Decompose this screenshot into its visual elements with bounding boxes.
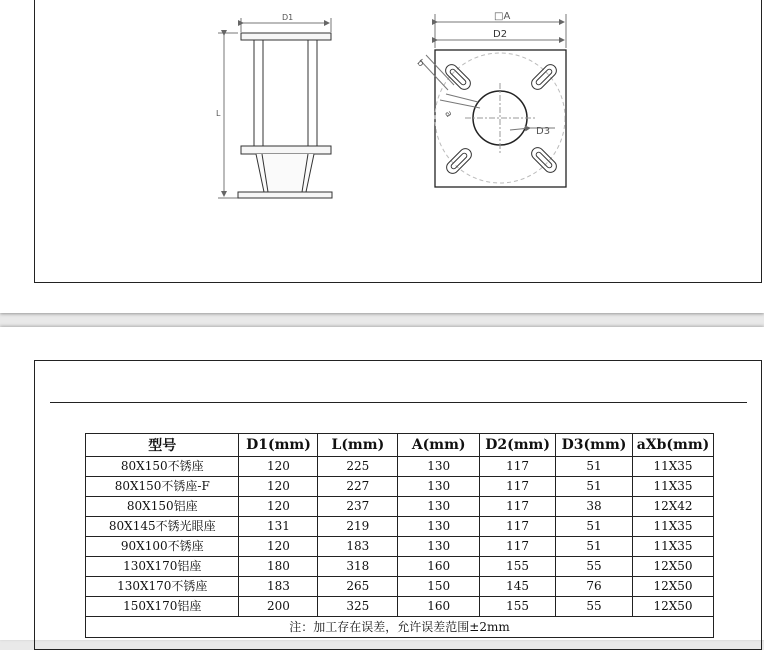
- cell-d1: 120: [239, 457, 318, 477]
- header-axb: aXb(mm): [633, 434, 714, 457]
- cell-model: 80X145不锈光眼座: [86, 517, 239, 537]
- a-small-label: a: [442, 109, 454, 120]
- cell-a: 150: [398, 577, 480, 597]
- header-d1: D1(mm): [239, 434, 318, 457]
- cell-l: 219: [318, 517, 398, 537]
- header-d3: D3(mm): [556, 434, 633, 457]
- cell-d1: 120: [239, 477, 318, 497]
- cell-d1: 200: [239, 597, 318, 617]
- cell-axb: 11X35: [633, 477, 714, 497]
- cell-model: 80X150不锈座-F: [86, 477, 239, 497]
- cell-a: 160: [398, 597, 480, 617]
- cell-axb: 12X50: [633, 597, 714, 617]
- cell-d1: 131: [239, 517, 318, 537]
- table-row: [86, 597, 714, 617]
- side-view-drawing: [218, 18, 332, 198]
- cell-l: 227: [318, 477, 398, 497]
- cell-a: 130: [398, 497, 480, 517]
- cell-d1: 180: [239, 557, 318, 577]
- cell-l: 183: [318, 537, 398, 557]
- cell-axb: 11X35: [633, 537, 714, 557]
- cell-model: 150X170铝座: [86, 597, 239, 617]
- d1-label: D1: [282, 13, 294, 22]
- cell-l: 318: [318, 557, 398, 577]
- cell-d2: 117: [480, 477, 556, 497]
- cell-d2: 117: [480, 517, 556, 537]
- table-row: [86, 577, 714, 597]
- header-model: 型号: [86, 434, 239, 457]
- cell-model: 80X150铝座: [86, 497, 239, 517]
- cell-l: 237: [318, 497, 398, 517]
- cell-a: 130: [398, 477, 480, 497]
- cell-l: 325: [318, 597, 398, 617]
- cell-d3: 51: [556, 457, 633, 477]
- cell-axb: 11X35: [633, 457, 714, 477]
- table-row: [86, 557, 714, 577]
- cell-d3: 38: [556, 497, 633, 517]
- cell-d1: 120: [239, 537, 318, 557]
- header-l: L(mm): [318, 434, 398, 457]
- d2-label: D2: [493, 29, 508, 40]
- cell-d3: 76: [556, 577, 633, 597]
- table-note: 注：加工存在误差，允许误差范围±2mm: [86, 617, 714, 638]
- table-row: [86, 517, 714, 537]
- drawing-page: [0, 0, 764, 313]
- cell-d2: 117: [480, 457, 556, 477]
- cell-model: 90X100不锈座: [86, 537, 239, 557]
- table-row: [86, 457, 714, 477]
- cell-d2: 145: [480, 577, 556, 597]
- cell-a: 130: [398, 517, 480, 537]
- cell-axb: 12X42: [633, 497, 714, 517]
- cell-d2: 117: [480, 537, 556, 557]
- cell-d3: 51: [556, 537, 633, 557]
- cell-d2: 155: [480, 557, 556, 577]
- cell-d3: 55: [556, 557, 633, 577]
- cell-axb: 11X35: [633, 517, 714, 537]
- l-label: L: [216, 109, 221, 118]
- header-d2: D2(mm): [480, 434, 556, 457]
- d3-label: D3: [536, 126, 551, 137]
- header-a: A(mm): [398, 434, 480, 457]
- table-row: [86, 497, 714, 517]
- table-note-row: [86, 617, 714, 638]
- horizontal-rule: [50, 402, 747, 403]
- cell-d3: 51: [556, 517, 633, 537]
- cell-model: 130X170不锈座: [86, 577, 239, 597]
- cell-model: 130X170铝座: [86, 557, 239, 577]
- cell-d1: 183: [239, 577, 318, 597]
- table-row: [86, 537, 714, 557]
- spec-table: [85, 433, 714, 638]
- cell-d2: 155: [480, 597, 556, 617]
- technical-drawing: [0, 0, 764, 313]
- cell-l: 225: [318, 457, 398, 477]
- cell-d3: 51: [556, 477, 633, 497]
- cell-axb: 12X50: [633, 577, 714, 597]
- cell-axb: 12X50: [633, 557, 714, 577]
- cell-a: 160: [398, 557, 480, 577]
- cell-model: 80X150不锈座: [86, 457, 239, 477]
- table-row: [86, 477, 714, 497]
- a-label: □A: [494, 11, 511, 22]
- cell-l: 265: [318, 577, 398, 597]
- table-header-row: [86, 434, 714, 457]
- b-label: b: [414, 58, 426, 70]
- cell-d1: 120: [239, 497, 318, 517]
- cell-a: 130: [398, 537, 480, 557]
- cell-d3: 55: [556, 597, 633, 617]
- cell-a: 130: [398, 457, 480, 477]
- cell-d2: 117: [480, 497, 556, 517]
